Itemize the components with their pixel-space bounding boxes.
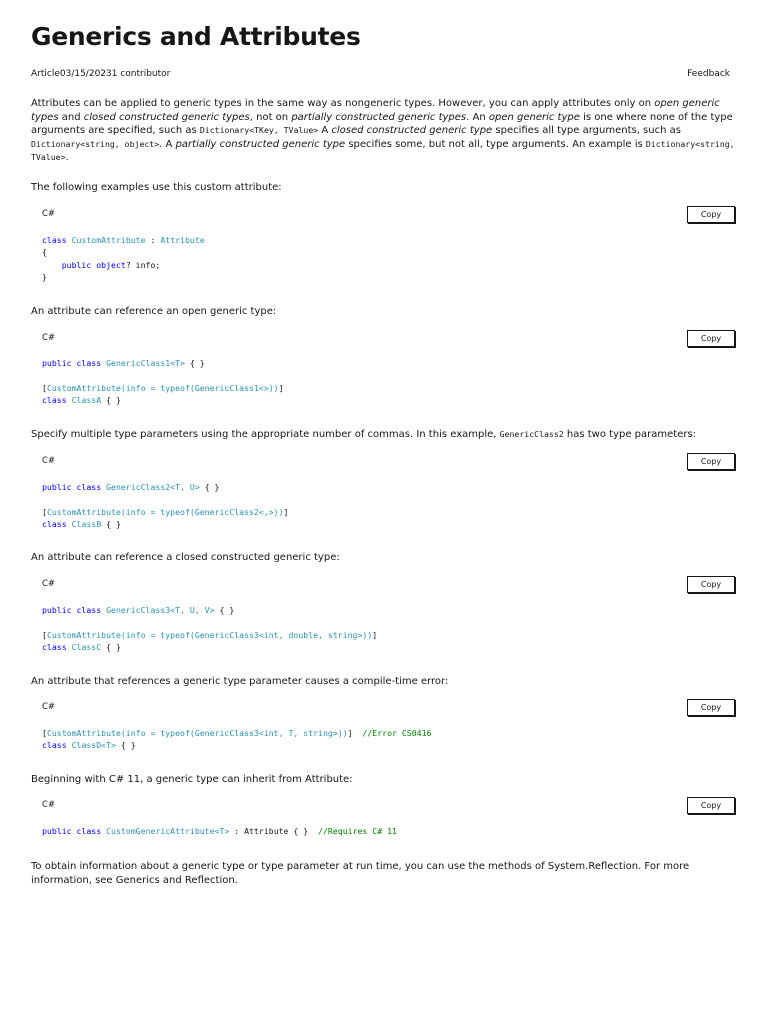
code-language-label: C#	[42, 333, 56, 343]
inherit-attribute-paragraph: Beginning with C# 11, a generic type can inherit from Attribute:	[31, 774, 353, 785]
copy-button[interactable]: Copy	[687, 453, 735, 470]
reflection-paragraph: To obtain information about a generic type or type parameter at run time, you can use the methods of System.Reflection. For more information, see Generics and Reflection.	[31, 861, 690, 886]
custom-attribute-intro: The following examples use this custom attribute:	[31, 182, 282, 193]
feedback-link[interactable]: Feedback	[687, 69, 730, 79]
code-language-label: C#	[42, 702, 56, 712]
code-block: public class CustomGenericAttribute<T> : Attribute { } //Requires C# 11	[42, 826, 397, 836]
code-block: [CustomAttribute(info = typeof(GenericClass3<int, T, string>))] //Error CS0416 class ClassD<T> { }	[42, 728, 432, 751]
copy-button[interactable]: Copy	[687, 330, 735, 347]
copy-button[interactable]: Copy	[687, 699, 735, 716]
compile-error-paragraph: An attribute that references a generic type parameter causes a compile-time error:	[31, 676, 449, 687]
inline-code: Dictionary<TKey, TValue>	[199, 125, 319, 135]
code-block: public class GenericClass3<T, U, V> { } [CustomAttribute(info = typeof(GenericClass3<int, double, string>))] class ClassC { }	[42, 605, 378, 652]
open-generic-paragraph: An attribute can reference an open generic type:	[31, 306, 277, 317]
code-language-label: C#	[42, 800, 56, 810]
page-title: Generics and Attributes	[31, 22, 361, 51]
code-language-label: C#	[42, 209, 56, 219]
intro-paragraph: Attributes can be applied to generic types in the same way as nongeneric types. However, you can apply attributes only on open generic types and closed constructed generic types, not on partially constructed generic types. An open generic type is one where none of the type arguments are specified, such as Dictionary<TKey, TValue> A closed constructed generic type specifies all type arguments, such as Dictionary<string, object>. A partially constructed generic type specifies some, but not all, type arguments. An example is Dictionary<string, TValue>.	[31, 98, 735, 163]
article-meta: Article03/15/20231 contributor	[31, 69, 171, 79]
copy-button[interactable]: Copy	[687, 797, 735, 814]
copy-button[interactable]: Copy	[687, 576, 735, 593]
copy-button[interactable]: Copy	[687, 206, 735, 223]
code-block: class CustomAttribute : Attribute { public object? info; }	[42, 235, 205, 282]
inline-code: Dictionary<string, TValue>	[31, 138, 735, 162]
closed-generic-paragraph: An attribute can reference a closed constructed generic type:	[31, 552, 340, 563]
multiple-params-paragraph: Specify multiple type parameters using the appropriate number of commas. In this example, GenericClass2 has two type parameters:	[31, 429, 697, 440]
inline-code: Dictionary<string, object>	[31, 138, 160, 149]
code-language-label: C#	[42, 456, 56, 466]
code-block: public class GenericClass1<T> { } [CustomAttribute(info = typeof(GenericClass1<>))] class ClassA { }	[42, 358, 284, 405]
inline-code: GenericClass2	[499, 429, 564, 439]
code-block: public class GenericClass2<T, U> { } [CustomAttribute(info = typeof(GenericClass2<,>))] class ClassB { }	[42, 482, 289, 529]
code-language-label: C#	[42, 579, 56, 589]
